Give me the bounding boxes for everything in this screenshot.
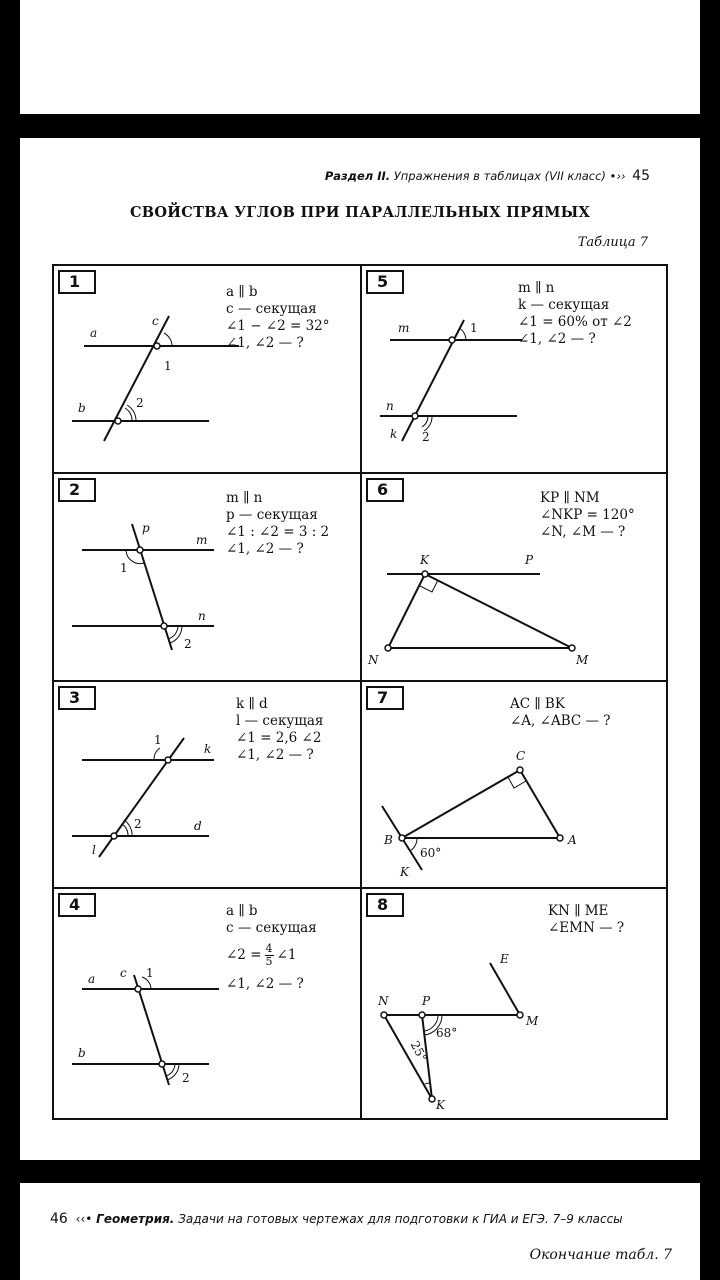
geometry-figure: [362, 266, 670, 472]
svg-text:c: c: [152, 314, 159, 328]
svg-text:M: M: [526, 1014, 539, 1028]
svg-text:b: b: [78, 1046, 86, 1060]
svg-text:1: 1: [120, 561, 128, 575]
svg-text:l: l: [92, 843, 96, 857]
svg-text:p: p: [142, 521, 150, 535]
exercise-cell-6: [362, 474, 670, 680]
svg-text:25°: 25°: [407, 1038, 430, 1065]
exercise-cell-5: [362, 266, 670, 472]
running-footer: 46 ‹‹• Геометрия. Задачи на готовых чертежах для подготовки к ГИА и ЕГЭ. 7–9 классы: [50, 1211, 623, 1227]
svg-text:n: n: [386, 399, 394, 413]
geometry-figure: [362, 889, 670, 1120]
exercise-cell-7: [362, 682, 670, 887]
svg-text:B: B: [384, 833, 393, 847]
table-label: Таблица 7: [577, 235, 648, 250]
exercise-condition: m ∥ n p — секущая ∠1 : ∠2 = 3 : 2 ∠1, ∠2 — ?: [226, 490, 330, 557]
svg-text:1: 1: [154, 733, 162, 747]
svg-text:M: M: [576, 653, 589, 667]
svg-text:K: K: [420, 553, 429, 567]
svg-text:1: 1: [164, 359, 172, 373]
svg-text:a: a: [88, 972, 96, 986]
geometry-figure: [54, 682, 360, 887]
svg-text:K: K: [400, 865, 409, 879]
running-header: Раздел II. Упражнения в таблицах (VII класс) •›› 45: [324, 168, 650, 184]
exercise-number: 3: [58, 686, 96, 710]
svg-text:c: c: [120, 966, 127, 980]
exercise-number: 7: [366, 686, 404, 710]
geometry-figure: [54, 474, 360, 680]
exercise-cell-4: [54, 889, 360, 1120]
page-number: 45: [632, 168, 650, 184]
exercise-cell-3: [54, 682, 360, 887]
exercise-condition: a ∥ b c — секущая ∠1 − ∠2 = 32° ∠1, ∠2 — ?: [226, 284, 330, 351]
exercise-cell-2: [54, 474, 360, 680]
exercise-table: [52, 264, 668, 1120]
svg-text:2: 2: [184, 637, 192, 651]
svg-text:60°: 60°: [420, 846, 442, 860]
svg-text:b: b: [78, 401, 86, 415]
exercise-number: 1: [58, 270, 96, 294]
svg-text:E: E: [500, 952, 509, 966]
exercise-condition: KN ∥ ME ∠EMN — ?: [548, 903, 625, 936]
svg-text:2: 2: [134, 817, 142, 831]
exercise-cell-8: [362, 889, 670, 1120]
svg-text:a: a: [90, 326, 98, 340]
exercise-number: 6: [366, 478, 404, 502]
svg-text:m: m: [398, 321, 410, 335]
previous-page-fragment: [20, 0, 700, 114]
svg-text:2: 2: [136, 396, 144, 410]
exercise-number: 2: [58, 478, 96, 502]
table-end-label: Окончание табл. 7: [529, 1247, 672, 1263]
svg-text:k: k: [204, 742, 212, 756]
svg-text:A: A: [568, 833, 577, 847]
geometry-figure: [54, 266, 360, 472]
geometry-figure: [362, 474, 670, 680]
svg-text:68°: 68°: [436, 1026, 458, 1040]
svg-text:P: P: [422, 994, 431, 1008]
svg-text:1: 1: [470, 321, 478, 335]
exercise-condition: k ∥ d l — секущая ∠1 = 2,6 ∠2 ∠1, ∠2 — ?: [236, 696, 324, 763]
geometry-figure: [362, 682, 670, 887]
exercise-cell-1: [54, 266, 360, 472]
svg-text:N: N: [368, 653, 379, 667]
svg-text:d: d: [194, 819, 202, 833]
svg-text:C: C: [516, 749, 526, 763]
page-title: СВОЙСТВА УГЛОВ ПРИ ПАРАЛЛЕЛЬНЫХ ПРЯМЫХ: [129, 204, 591, 221]
svg-text:1: 1: [146, 966, 154, 980]
exercise-condition: m ∥ n k — секущая ∠1 = 60% от ∠2 ∠1, ∠2 — ?: [518, 280, 632, 347]
svg-text:2: 2: [182, 1071, 190, 1085]
exercise-number: 8: [366, 893, 404, 917]
svg-text:2: 2: [422, 430, 430, 444]
next-page-fragment: [20, 1183, 700, 1280]
exercise-condition: KP ∥ NM ∠NKP = 120° ∠N, ∠M — ?: [540, 490, 635, 540]
exercise-number: 5: [366, 270, 404, 294]
exercise-condition: AC ∥ BK ∠A, ∠ABC — ?: [510, 696, 611, 729]
fraction: $\frac{4}{5}$: [265, 942, 273, 968]
exercise-number: 4: [58, 893, 96, 917]
svg-text:N: N: [378, 994, 389, 1008]
svg-text:P: P: [525, 553, 534, 567]
exercise-condition: a ∥ b c — секущая ∠2 = $\frac{4}{5}$ ∠1 ∠1, ∠2 — ?: [226, 903, 317, 992]
svg-text:m: m: [196, 533, 208, 547]
svg-text:k: k: [390, 427, 398, 441]
svg-text:n: n: [198, 609, 206, 623]
textbook-page: [20, 138, 700, 1160]
geometry-figure: [54, 889, 360, 1120]
svg-text:K: K: [436, 1098, 445, 1112]
